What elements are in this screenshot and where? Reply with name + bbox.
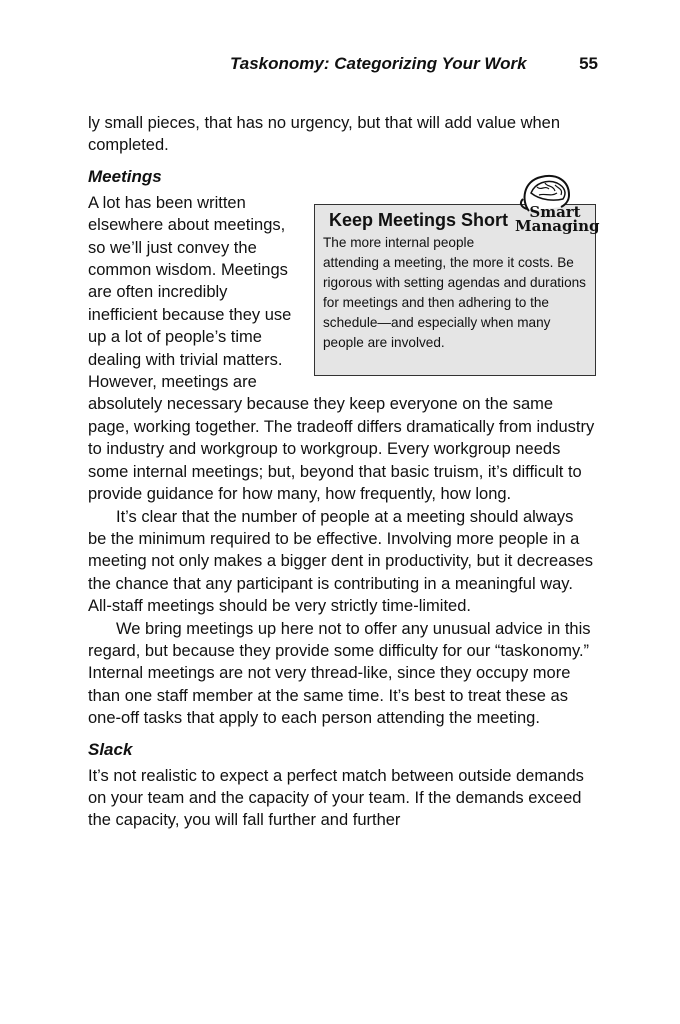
- smart-managing-sidebar: [314, 202, 600, 376]
- badge-line-managing: Managing: [515, 216, 600, 235]
- slack-heading: Slack: [88, 739, 133, 759]
- chapter-title: Taskonomy: Categorizing Your Work: [230, 54, 527, 73]
- meetings-section: [88, 192, 600, 730]
- meetings-paragraph-3: We bring meetings up here not to offer any unusual advice in this regard, but because they provide some difficulty for our “taskonomy.” Internal meetings are not very thread-like, since they occupy more than one staff member at the same time. It’s best to treat these as one-off tasks that apply to each person attending the meeting.: [88, 619, 591, 728]
- meetings-paragraph-2: It’s clear that the number of people at a meeting should always be the minimum required to be effective. Involving more people in a meeting not only makes a bigger dent in productivity, but it decreases the chance that any participant is contributing in a meaningful way. All-staff meetings should be very strictly time-limited.: [88, 507, 594, 616]
- intro-paragraph: ly small pieces, that has no urgency, but that will add value when completed.: [88, 114, 561, 155]
- running-header: [230, 54, 598, 78]
- sidebar-body: The more internal people attending a meeting, the more it costs. Be rigorous with setting agendas and durations for meetings and then adhering to the schedule—and especially when many people are involved.: [323, 234, 586, 350]
- page-body: [88, 112, 600, 832]
- badge-line-smart: Smart: [529, 202, 581, 221]
- page-number: 55: [579, 54, 598, 73]
- smart-managing-badge: [515, 189, 600, 239]
- meetings-paragraph-1: A lot has been written elsewhere about meetings, so we’ll just convey the common wisdom. Meetings are often incredibly inefficient because they use up a lot of people’s time dealing with trivial matters. However, meetings are absolutely necessary because they keep everyone on the same page, working together. The tradeoff differs dramatically from industry to industry and workgroup to workgroup. Every workgroup needs some internal meetings; but, beyond that basic truism, it’s difficult to provide guidance for how many, how frequently, how long.: [88, 193, 595, 504]
- sidebar-title: Keep Meetings Short: [329, 209, 509, 230]
- slack-paragraph: It’s not realistic to expect a perfect match between outside demands on your team and the capacity of your team. If the demands exceed the capacity, you will fall further and further: [88, 766, 584, 830]
- meetings-heading: Meetings: [88, 166, 162, 186]
